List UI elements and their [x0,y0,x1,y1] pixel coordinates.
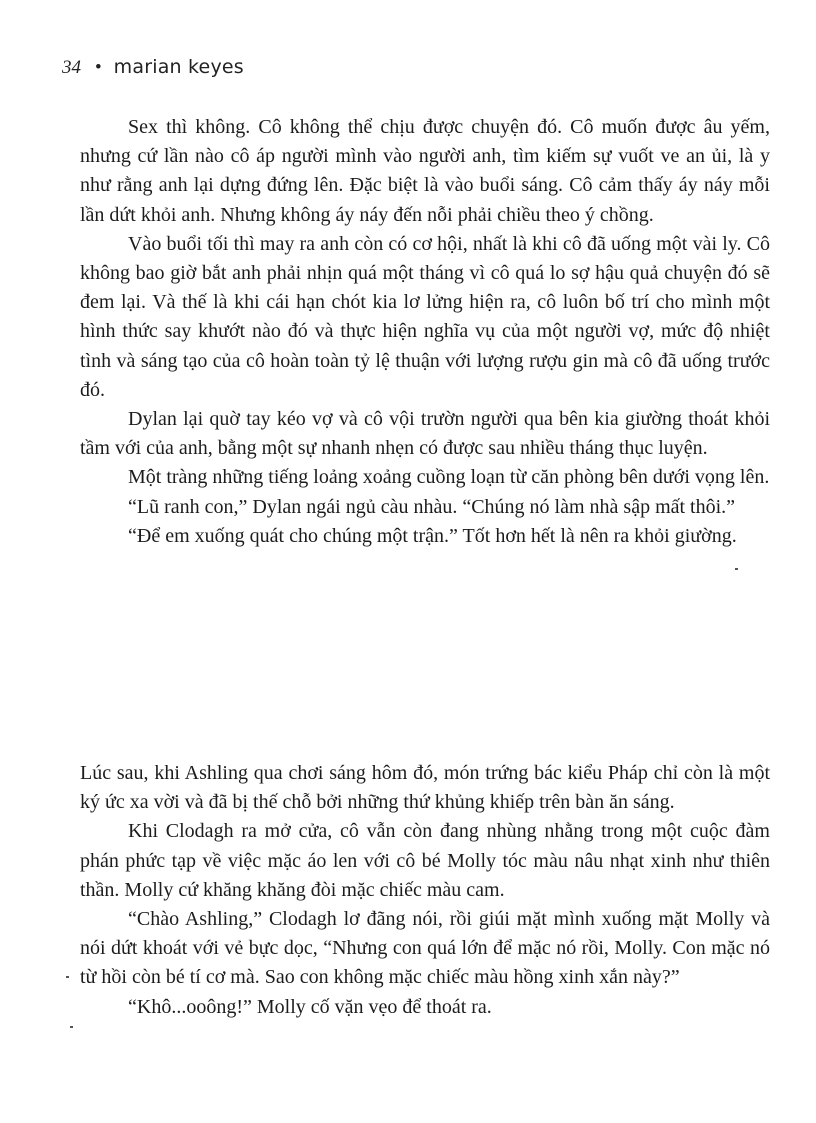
paragraph: Một tràng những tiếng loảng xoảng cuồng loạn từ căn phòng bên dưới vọng lên. [128,466,770,489]
paragraph: “Lũ ranh con,” Dylan ngái ngủ càu nhàu. “Chúng nó làm nhà sập mất thôi.” [128,495,736,518]
running-header [62,54,244,81]
scan-speck [70,1026,73,1028]
text-section-1 [80,113,770,551]
paragraph: “Để em xuống quát cho chúng một trận.” Tốt hơn hết là nên ra khỏi giường. [128,524,737,547]
paragraph: “Khô...ooông!” Molly cố vặn vẹo để thoát ra. [128,995,492,1018]
paragraph: “Chào Ashling,” Clodagh lơ đãng nói, rồi giúi mặt mình xuống mặt Molly và nói dứt khoát với vẻ bực dọc, “Nhưng con quá lớn để mặc nó rồi, Molly. Con mặc nó từ hồi còn bé tí cơ mà. Sao con không mặc chiếc màu hồng xinh xắn này?” [80,908,770,989]
page-number: 34 [62,57,81,78]
text-section-2 [80,759,770,1022]
header-separator: • [95,57,102,78]
paragraph: Sex thì không. Cô không thể chịu được chuyện đó. Cô muốn được âu yếm, nhưng cứ lần nào cô áp người mình vào người anh, tìm kiếm sự vuốt ve an ủi, là y như rằng anh lại dựng đứng lên. Đặc biệt là vào buổi sáng. Cô cảm thấy áy náy mỗi lần dứt khỏi anh. Nhưng không áy náy đến nỗi phải chiều theo ý chồng. [80,116,770,226]
paragraph: Vào buổi tối thì may ra anh còn có cơ hội, nhất là khi cô đã uống một vài ly. Cô không bao giờ bắt anh phải nhịn quá một tháng vì cô quá lo sợ hậu quả chuyện đó sẽ đem lại. Và thế là khi cái hạn chót kia lơ lửng hiện ra, cô luôn bố trí cho mình một hình thức say khướt nào đó và thực hiện nghĩa vụ của một người vợ, mức độ nhiệt tình và sáng tạo của cô hoàn toàn tỷ lệ thuận với lượng rượu gin mà cô đã uống trước đó. [80,232,770,401]
paragraph: Lúc sau, khi Ashling qua chơi sáng hôm đó, món trứng bác kiểu Pháp chỉ còn là một ký ức xa vời và đã bị thế chỗ bởi những thứ khủng khiếp trên bàn ăn sáng. [80,762,770,814]
paragraph: Khi Clodagh ra mở cửa, cô vẫn còn đang nhùng nhằng trong một cuộc đàm phán phức tạp về việc mặc áo len với cô bé Molly tóc màu nâu nhạt xinh như thiên thần. Molly cứ khăng khăng đòi mặc chiếc màu cam. [80,820,770,901]
scan-speck [735,568,738,570]
paragraph: Dylan lại quờ tay kéo vợ và cô vội trườn người qua bên kia giường thoát khỏi tầm với của anh, bằng một sự nhanh nhẹn có được sau nhiều tháng thục luyện. [80,408,770,460]
author-name: marian keyes [113,56,244,78]
scan-speck [66,976,69,978]
